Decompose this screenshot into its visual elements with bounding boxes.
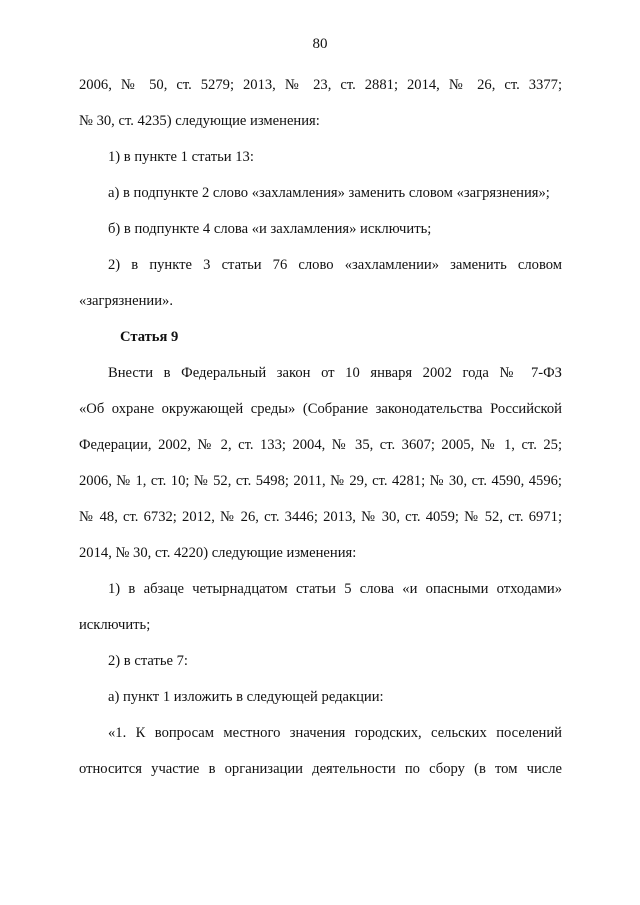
list-item: б) в подпункте 4 слова «и захламления» исключить; xyxy=(108,221,432,237)
list-item: а) в подпункте 2 слово «захламления» заменить словом «загрязнения»; xyxy=(108,185,550,201)
text-line: «Об охране окружающей среды» (Собрание законодательства Российской xyxy=(79,401,562,417)
text-line: № 30, ст. 4235) следующие изменения: xyxy=(79,113,320,129)
page-number: 80 xyxy=(312,36,328,52)
article-heading: Статья 9 xyxy=(120,329,179,345)
text-line: № 48, ст. 6732; 2012, № 26, ст. 3446; 2013, № 30, ст. 4059; № 52, ст. 6971; xyxy=(79,509,562,525)
text-line: Внести в Федеральный закон от 10 января 2002 года № 7-ФЗ xyxy=(108,365,562,381)
text-line: 2006, № 50, ст. 5279; 2013, № 23, ст. 2881; 2014, № 26, ст. 3377; xyxy=(79,77,562,93)
text-line: исключить; xyxy=(79,617,151,633)
text-line: Федерации, 2002, № 2, ст. 133; 2004, № 35, ст. 3607; 2005, № 1, ст. 25; xyxy=(79,437,562,453)
text-line: относится участие в организации деятельности по сбору (в том числе xyxy=(79,761,562,777)
text-line: 2014, № 30, ст. 4220) следующие изменения: xyxy=(79,545,357,561)
list-item: 2) в статье 7: xyxy=(108,653,188,669)
text-line: 2006, № 1, ст. 10; № 52, ст. 5498; 2011, № 29, ст. 4281; № 30, ст. 4590, 4596; xyxy=(79,473,562,489)
list-item: 1) в абзаце четырнадцатом статьи 5 слова «и опасными отходами» xyxy=(108,581,562,597)
list-item: 2) в пункте 3 статьи 76 слово «захламлении» заменить словом xyxy=(108,257,562,273)
list-item: 1) в пункте 1 статьи 13: xyxy=(108,149,254,165)
text-line: «1. К вопросам местного значения городских, сельских поселений xyxy=(108,725,562,741)
text-line: «загрязнении». xyxy=(79,293,173,309)
list-item: а) пункт 1 изложить в следующей редакции: xyxy=(108,689,384,705)
